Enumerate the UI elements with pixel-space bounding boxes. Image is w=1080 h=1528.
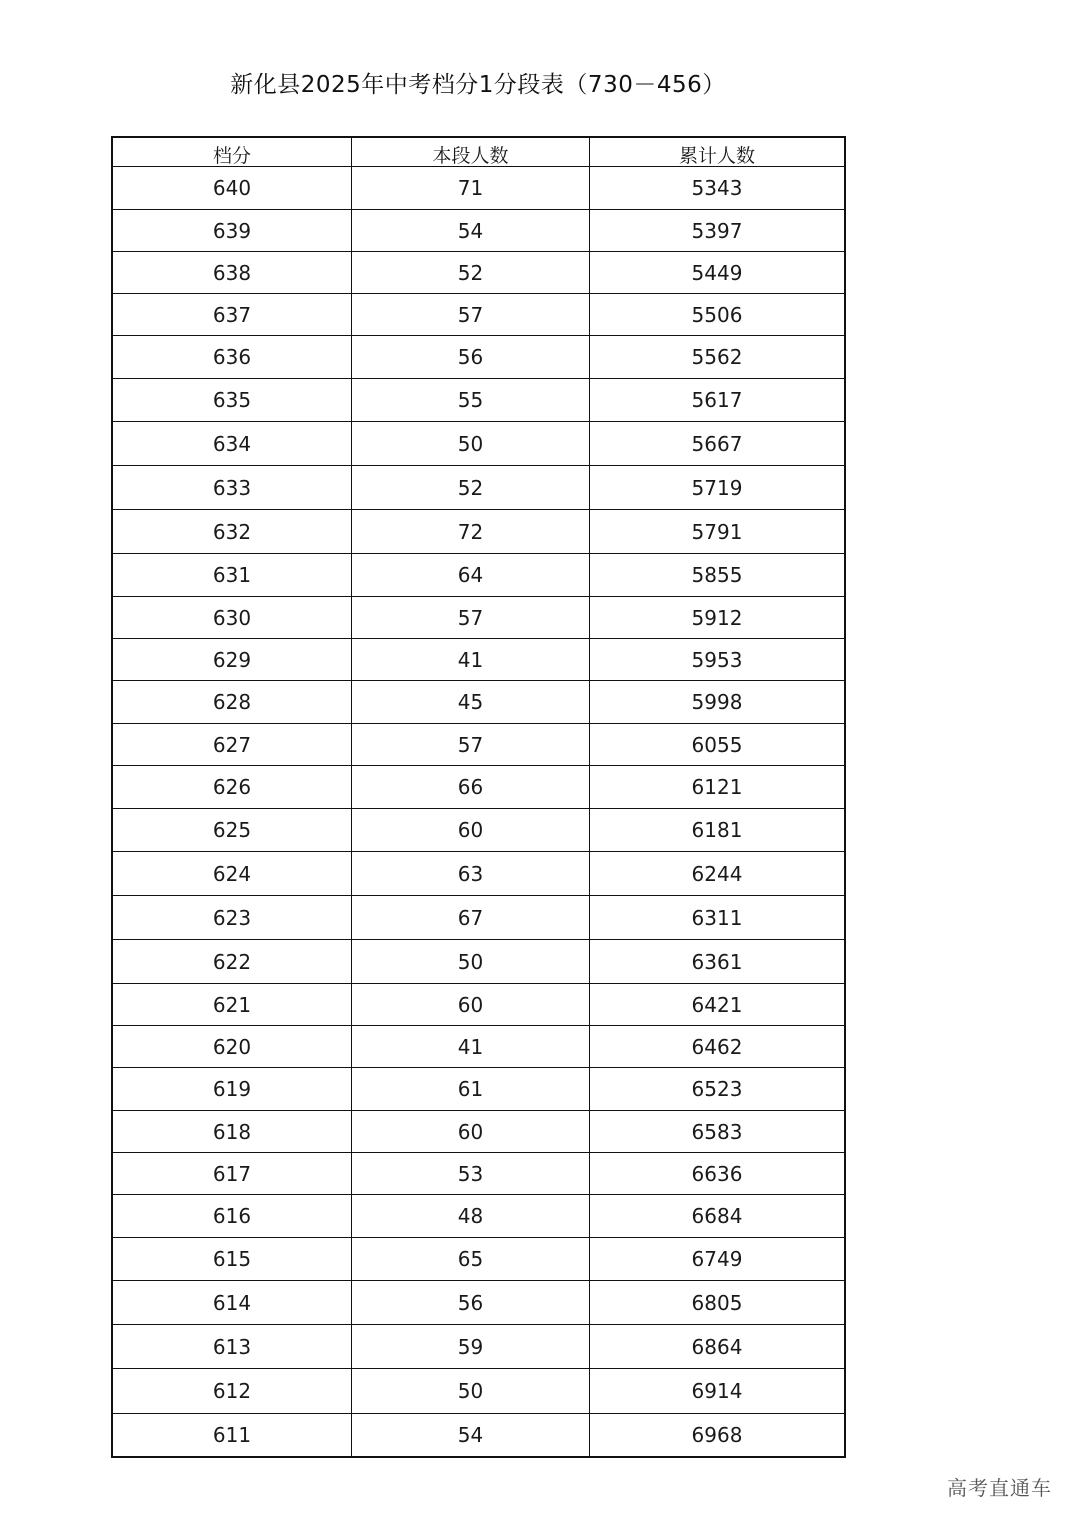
header-segment-count: 本段人数	[352, 138, 590, 166]
cumulative-count-cell: 5562	[691, 345, 743, 369]
page-title: 新化县2025年中考档分1分段表（730－456）	[230, 72, 726, 98]
table-row	[113, 1281, 844, 1325]
header-score: 档分	[113, 138, 352, 166]
table-row	[113, 466, 844, 510]
score-cell: 627	[113, 724, 352, 765]
score-cell: 629	[113, 639, 352, 680]
score-cell: 640	[113, 167, 352, 209]
score-cell: 632	[113, 510, 352, 553]
table-row	[113, 336, 844, 379]
cumulative-count-cell: 6523	[691, 1077, 743, 1101]
score-cell: 638	[113, 252, 352, 293]
segment-count-cell: 57	[352, 294, 590, 335]
cumulative-count-cell: 6864	[691, 1334, 743, 1359]
segment-count-cell: 65	[352, 1238, 590, 1280]
table-row	[113, 1026, 844, 1068]
score-cell: 635	[113, 379, 352, 421]
score-cell: 626	[113, 766, 352, 808]
score-cell: 614	[113, 1281, 352, 1324]
table-row	[113, 1369, 844, 1414]
cumulative-count-cell: 5791	[691, 519, 743, 544]
segment-count-cell: 67	[352, 896, 590, 939]
segment-count-cell: 59	[352, 1325, 590, 1368]
score-cell: 631	[113, 554, 352, 596]
score-cell: 628	[113, 681, 352, 723]
segment-count-cell: 54	[352, 1414, 590, 1456]
score-cell: 624	[113, 852, 352, 895]
table-row	[113, 510, 844, 554]
segment-count-cell: 57	[352, 724, 590, 765]
cumulative-count-cell: 5506	[691, 302, 743, 327]
table-row	[113, 554, 844, 597]
table-row	[113, 1414, 844, 1456]
table-row	[113, 1153, 844, 1195]
cumulative-count-cell: 5912	[691, 605, 743, 630]
header-cumulative-count: 累计人数	[678, 144, 755, 167]
score-cell: 611	[113, 1414, 352, 1456]
score-cell: 621	[113, 984, 352, 1025]
cumulative-count-cell: 5998	[691, 690, 743, 714]
cumulative-count-cell: 5449	[691, 260, 743, 285]
score-cell: 630	[113, 597, 352, 638]
score-cell: 619	[113, 1068, 352, 1110]
table-row	[113, 1325, 844, 1369]
score-cell: 625	[113, 809, 352, 851]
score-cell: 636	[113, 336, 352, 378]
table-row	[113, 766, 844, 809]
score-cell: 617	[113, 1153, 352, 1194]
table-row	[113, 639, 844, 681]
score-cell: 637	[113, 294, 352, 335]
table-row	[113, 1195, 844, 1238]
score-cell: 623	[113, 896, 352, 939]
cumulative-count-cell: 5719	[691, 475, 743, 500]
table-row	[113, 896, 844, 940]
segment-count-cell: 52	[352, 252, 590, 293]
segment-count-cell: 52	[352, 466, 590, 509]
segment-count-cell: 56	[352, 336, 590, 378]
watermark-text: 高考直通车	[947, 1476, 1052, 1500]
segment-count-cell: 66	[352, 766, 590, 808]
cumulative-count-cell: 6462	[691, 1034, 743, 1059]
table-row	[113, 167, 844, 210]
segment-count-cell: 41	[352, 639, 590, 680]
cumulative-count-cell: 6361	[691, 949, 743, 974]
segment-count-cell: 45	[352, 681, 590, 723]
segment-count-cell: 60	[352, 1111, 590, 1152]
cumulative-count-cell: 5397	[691, 218, 743, 243]
cumulative-count-cell: 6968	[691, 1423, 743, 1447]
segment-count-cell: 57	[352, 597, 590, 638]
score-cell: 616	[113, 1195, 352, 1237]
table-row	[113, 252, 844, 294]
cumulative-count-cell: 5617	[691, 388, 743, 412]
score-cell: 634	[113, 422, 352, 465]
cumulative-count-cell: 6583	[691, 1119, 743, 1144]
segment-count-cell: 48	[352, 1195, 590, 1237]
table-row	[113, 1238, 844, 1281]
table-row	[113, 724, 844, 766]
segment-count-cell: 55	[352, 379, 590, 421]
segment-count-cell: 53	[352, 1153, 590, 1194]
cumulative-count-cell: 5667	[691, 431, 743, 456]
table-row	[113, 940, 844, 984]
score-cell: 615	[113, 1238, 352, 1280]
segment-count-cell: 71	[352, 167, 590, 209]
cumulative-count-cell: 6805	[691, 1290, 743, 1315]
segment-count-cell: 64	[352, 554, 590, 596]
segment-count-cell: 61	[352, 1068, 590, 1110]
segment-count-cell: 56	[352, 1281, 590, 1324]
segment-count-cell: 50	[352, 940, 590, 983]
score-cell: 618	[113, 1111, 352, 1152]
table-row	[113, 984, 844, 1026]
cumulative-count-cell: 6055	[691, 732, 743, 757]
cumulative-count-cell: 6636	[691, 1161, 743, 1186]
score-cell: 633	[113, 466, 352, 509]
table-row	[113, 422, 844, 466]
table-row	[113, 681, 844, 724]
score-cell: 613	[113, 1325, 352, 1368]
score-cell: 620	[113, 1026, 352, 1067]
cumulative-count-cell: 5343	[691, 176, 743, 200]
cumulative-count-cell: 6749	[691, 1247, 743, 1271]
table-row	[113, 809, 844, 852]
segment-count-cell: 72	[352, 510, 590, 553]
score-cell: 612	[113, 1369, 352, 1413]
cumulative-count-cell: 6311	[691, 905, 743, 930]
score-cell: 639	[113, 210, 352, 251]
cumulative-count-cell: 6421	[691, 992, 743, 1017]
cumulative-count-cell: 6181	[691, 818, 743, 842]
segment-count-cell: 50	[352, 422, 590, 465]
table-row	[113, 210, 844, 252]
table-row	[113, 597, 844, 639]
table-row	[113, 1068, 844, 1111]
score-cell: 622	[113, 940, 352, 983]
segment-count-cell: 54	[352, 210, 590, 251]
cumulative-count-cell: 6244	[691, 861, 743, 886]
table-row	[113, 379, 844, 422]
table-row	[113, 1111, 844, 1153]
table-row	[113, 852, 844, 896]
cumulative-count-cell: 6121	[691, 775, 743, 799]
table-row	[113, 294, 844, 336]
cumulative-count-cell: 6684	[691, 1204, 743, 1228]
segment-count-cell: 63	[352, 852, 590, 895]
score-table	[111, 136, 846, 1458]
cumulative-count-cell: 6914	[691, 1379, 743, 1403]
segment-count-cell: 60	[352, 984, 590, 1025]
segment-count-cell: 50	[352, 1369, 590, 1413]
table-header-row	[113, 138, 844, 167]
cumulative-count-cell: 5855	[691, 563, 743, 587]
segment-count-cell: 41	[352, 1026, 590, 1067]
cumulative-count-cell: 5953	[691, 647, 743, 672]
segment-count-cell: 60	[352, 809, 590, 851]
